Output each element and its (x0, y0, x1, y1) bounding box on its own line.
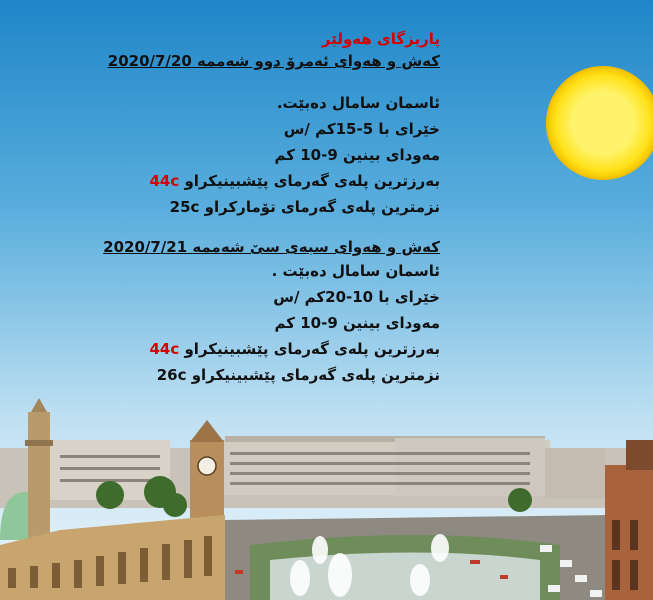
weather-bulletin (100, 28, 440, 388)
governorate-title: پاریزگای هەولێر (321, 30, 440, 48)
today-min-temp (100, 194, 440, 220)
today-heading: کەش و هەوای ئەمرۆ دوو شەممە 2020/7/20 (107, 52, 440, 70)
tomorrow-max-label: بەرزترین پلەی گەرمای پێشبینیکراو (179, 340, 440, 358)
today-max-value: 44c (149, 172, 180, 190)
tomorrow-sky: ئاسمان سامال دەبێت . (271, 262, 440, 280)
today-max-temp (100, 168, 440, 194)
tomorrow-min-label: نزمترین پلەی گەرمای پێشبینیکراو (186, 366, 440, 384)
today-max-label: بەرزترین پلەی گەرمای پێشبینیکراو (179, 172, 440, 190)
tomorrow-max-value: 44c (149, 340, 180, 358)
plaza (225, 515, 610, 600)
today-min-value: 25c (169, 198, 200, 216)
tomorrow-heading: کەش و هەوای سبەی سێ شەممە 2020/7/21 (103, 238, 440, 256)
tomorrow-min-temp (100, 362, 440, 388)
sun (547, 67, 653, 179)
today-wind: خێرای با 5-15کم /س (283, 120, 440, 138)
today-visibility: مەودای بینین 9-10 کم (274, 146, 440, 164)
tomorrow-max-temp (100, 336, 440, 362)
tomorrow-wind: خێرای با 10-20کم /س (273, 288, 440, 306)
today-min-label: نزمترین پلەی گەرمای تۆمارکراو (199, 198, 440, 216)
today-sky: ئاسمان سامال دەبێت. (276, 94, 440, 112)
forecast-today (100, 50, 440, 220)
tomorrow-visibility: مەودای بینین 9-10 کم (274, 314, 440, 332)
forecast-tomorrow (100, 236, 440, 388)
tomorrow-min-value: 26c (156, 366, 187, 384)
